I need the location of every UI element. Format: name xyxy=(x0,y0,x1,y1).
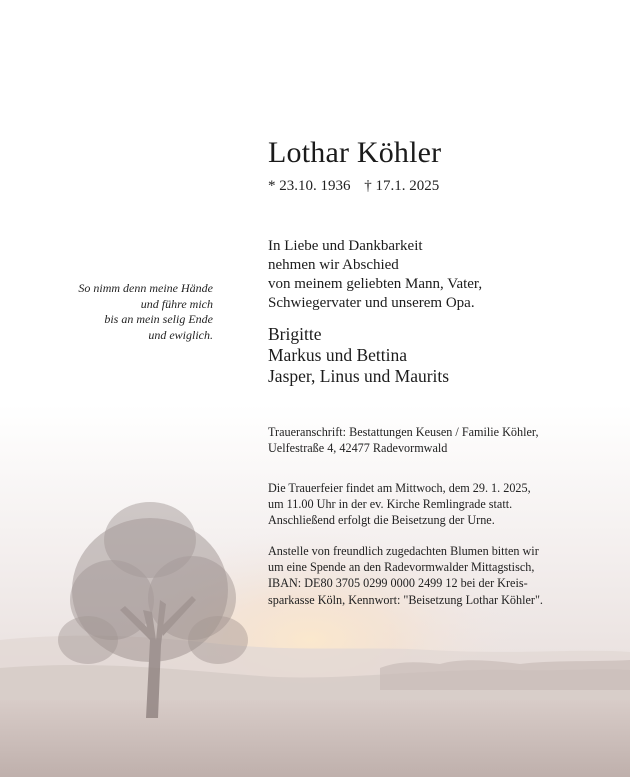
mourning-address xyxy=(268,424,539,456)
donation-line: um eine Spende an den Radevormwalder Mittagstisch, xyxy=(268,560,535,575)
ceremony-line: Die Trauerfeier findet am Mittwoch, dem 29. 1. 2025, xyxy=(268,481,531,495)
donation-line: sparkasse Köln, Kennwort: "Beisetzung Lothar Köhler". xyxy=(268,592,543,607)
life-dates xyxy=(268,178,439,195)
death-date: † 17.1. 2025 xyxy=(364,178,440,194)
mourner: Markus und Bettina xyxy=(268,345,408,365)
birth-date: * 23.10. 1936 xyxy=(268,178,351,194)
mourners-list xyxy=(268,324,449,387)
donation-info xyxy=(268,543,543,608)
mourner: Brigitte xyxy=(268,324,322,344)
verse-line: und führe mich xyxy=(140,296,213,311)
farewell-line: In Liebe und Dankbarkeit xyxy=(268,238,423,254)
farewell-line: von meinem geliebten Mann, Vater, xyxy=(268,276,483,292)
farewell-text xyxy=(268,237,482,313)
mourner: Jasper, Linus und Maurits xyxy=(268,366,450,386)
deceased-name: Lothar Köhler xyxy=(268,136,442,169)
ceremony-line: um 11.00 Uhr in der ev. Kirche Remlingrade statt. xyxy=(268,497,513,512)
farewell-line: Schwiegervater und unserem Opa. xyxy=(268,295,475,311)
verse-line: bis an mein selig Ende xyxy=(104,312,213,326)
farewell-line: nehmen wir Abschied xyxy=(268,257,399,273)
ceremony-line: Anschließend erfolgt die Beisetzung der Urne. xyxy=(268,513,495,528)
donation-line: IBAN: DE80 3705 0299 0000 2499 12 bei der Kreis- xyxy=(268,576,528,591)
address-line: Uelfestraße 4, 42477 Radevormwald xyxy=(268,441,448,456)
verse-line: So nimm denn meine Hände xyxy=(78,281,213,295)
verse-line: und ewiglich. xyxy=(148,327,213,342)
address-line: Traueranschrift: Bestattungen Keusen / Familie Köhler, xyxy=(268,425,539,439)
donation-line: Anstelle von freundlich zugedachten Blumen bitten wir xyxy=(268,544,539,558)
bible-verse xyxy=(78,281,213,343)
ceremony-info xyxy=(268,480,531,529)
